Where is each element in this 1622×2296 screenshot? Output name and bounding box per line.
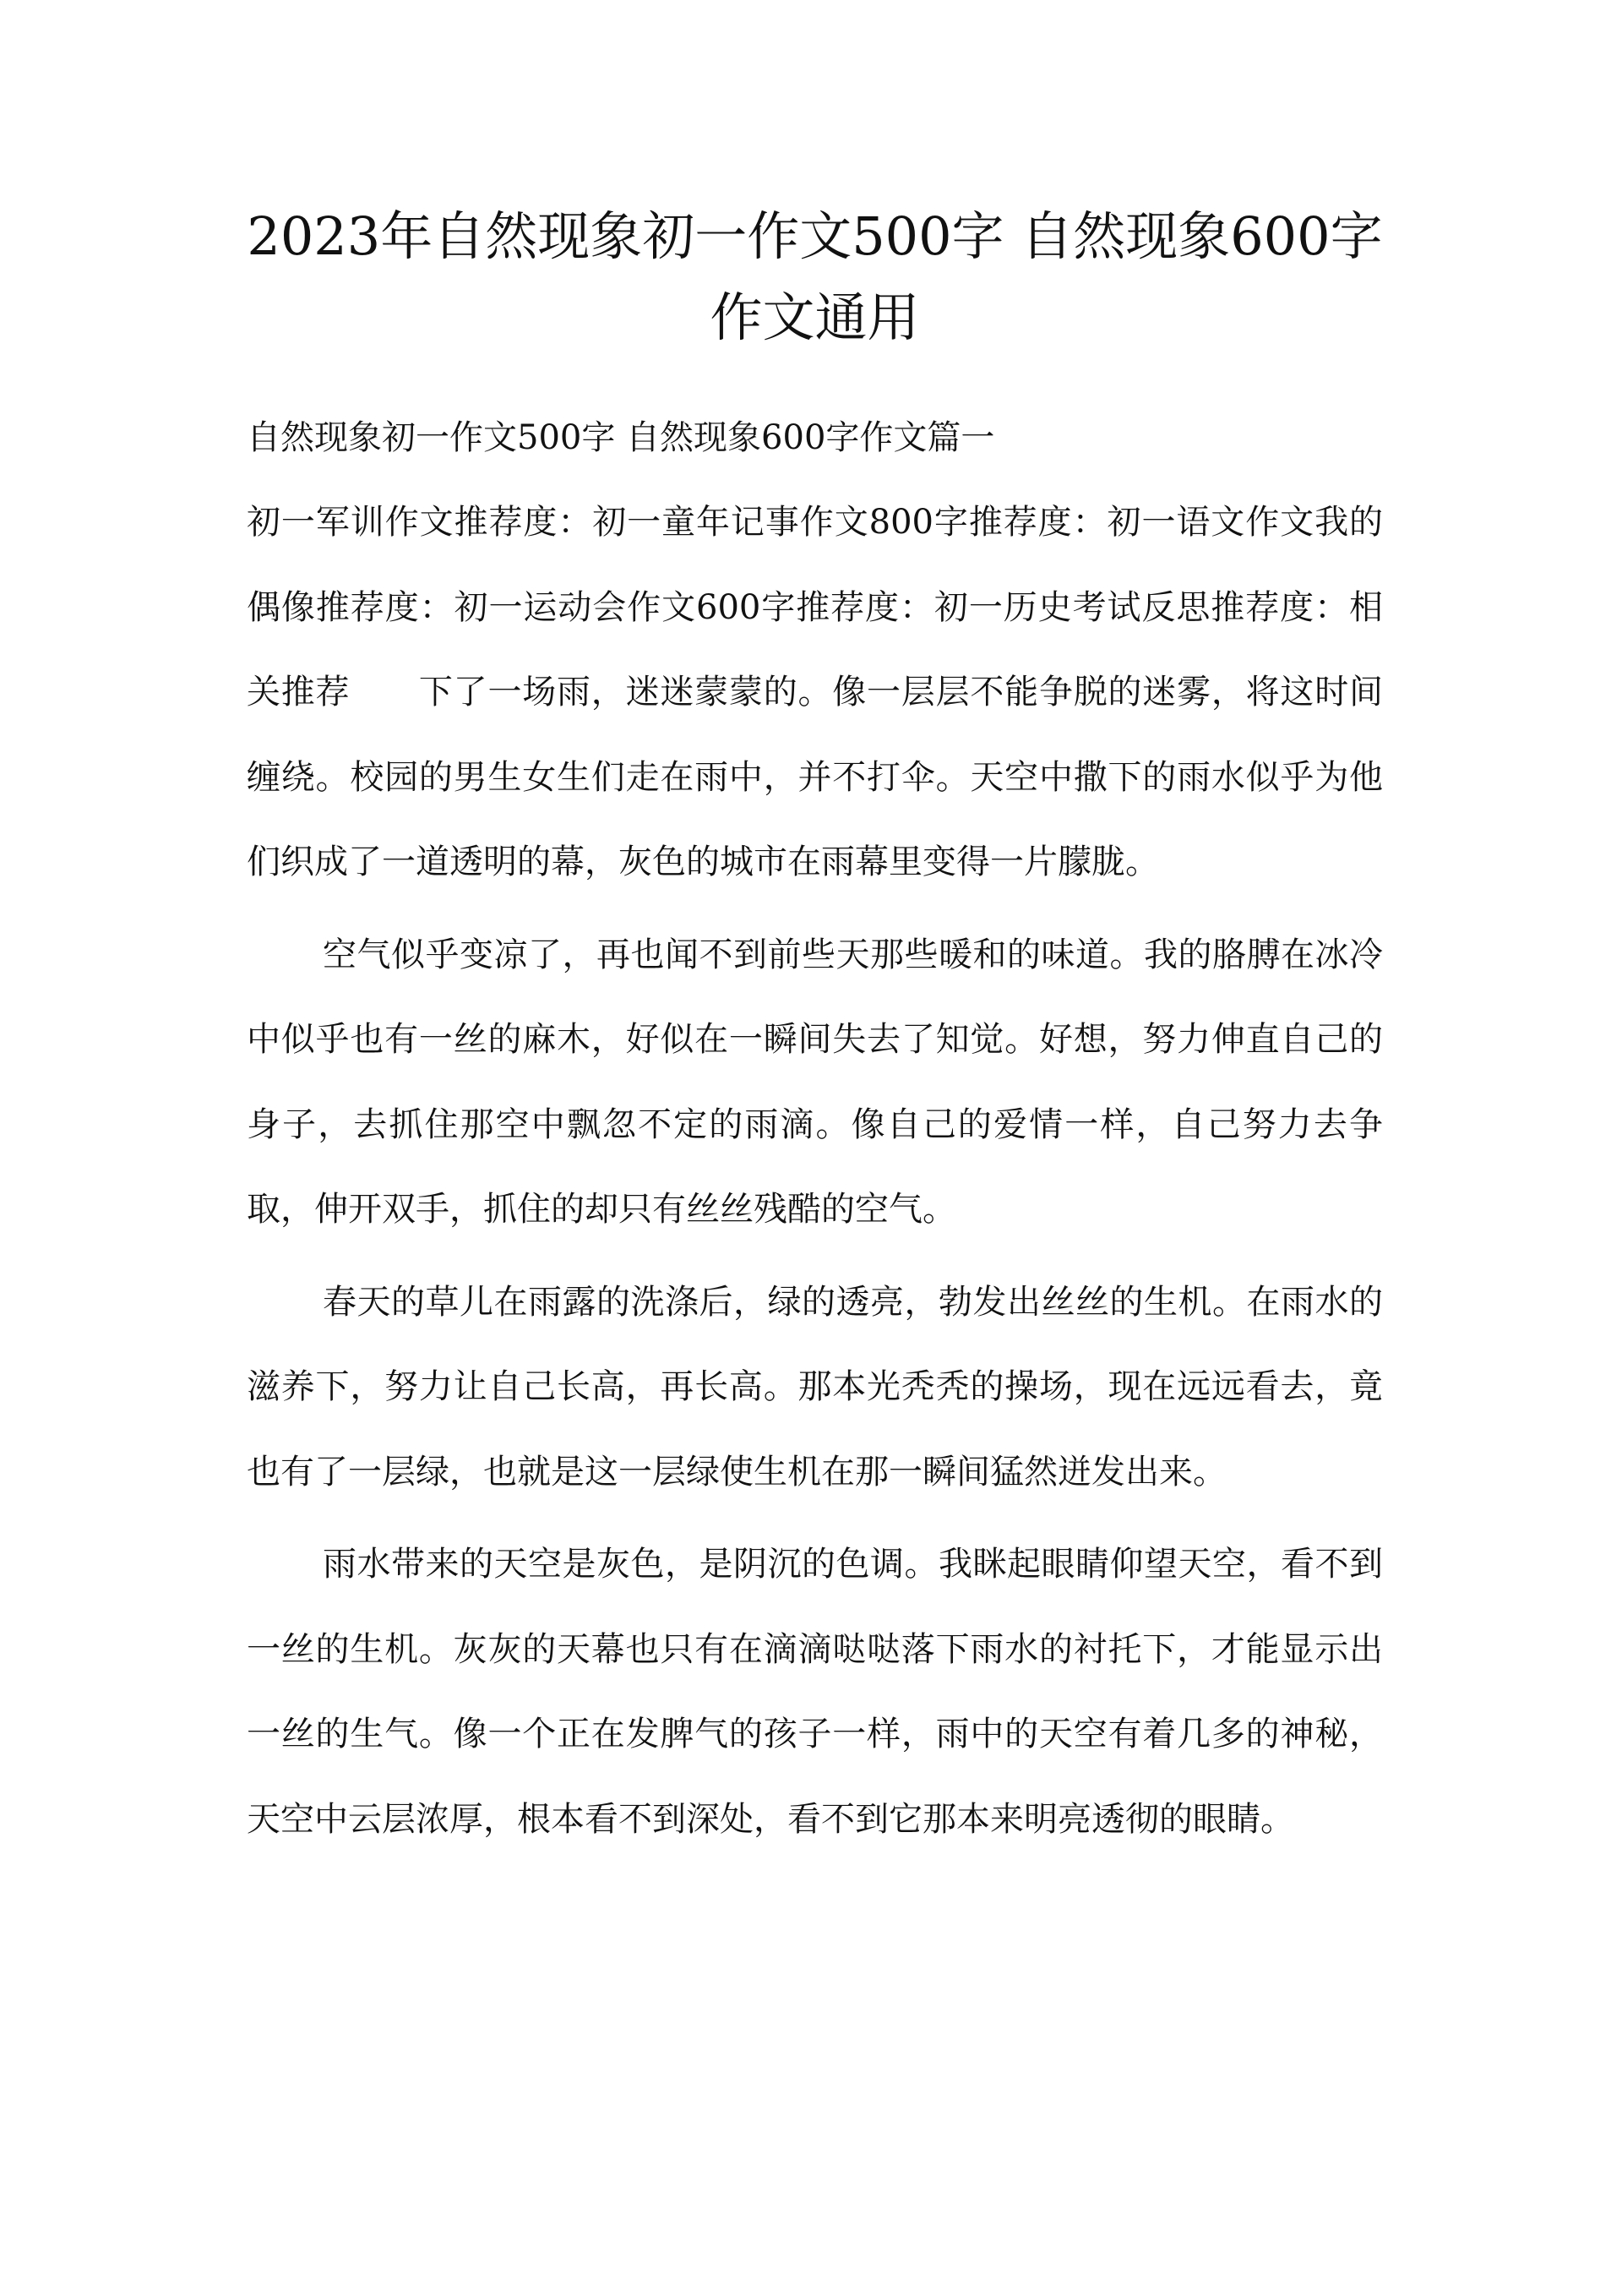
- document-page: [247, 196, 1383, 1862]
- paragraph-1: 初一军训作文推荐度：初一童年记事作文800字推荐度：初一语文作文我的偶像推荐度：初一运动会作文600字推荐度：初一历史考试反思推荐度：相关推荐 下了一场雨，迷迷蒙蒙的。像一层层不能争脱的迷雾，将这时间缠绕。校园的男生女生们走在雨中，并不打伞。天空中撒下的雨水似乎为他们织成了一道透明的幕，灰色的城市在雨幕里变得一片朦胧。: [247, 503, 1383, 881]
- section-heading: 自然现象初一作文500字 自然现象600字作文篇一: [247, 418, 995, 457]
- document-title: 2023年自然现象初一作文500字 自然现象600字作文通用: [247, 205, 1383, 348]
- paragraph-2: 空气似乎变凉了，再也闻不到前些天那些暖和的味道。我的胳膊在冰冷中似乎也有一丝的麻木，好似在一瞬间失去了知觉。好想，努力伸直自己的身子，去抓住那空中飘忽不定的雨滴。像自己的爱情一样，自己努力去争取，伸开双手，抓住的却只有丝丝残酷的空气。: [247, 935, 1383, 1229]
- paragraph-3: 春天的草儿在雨露的洗涤后，绿的透亮，勃发出丝丝的生机。在雨水的滋养下，努力让自己长高，再长高。那本光秃秃的操场，现在远远看去，竟也有了一层绿，也就是这一层绿使生机在那一瞬间猛然迸发出来。: [247, 1282, 1383, 1492]
- paragraph-4: 雨水带来的天空是灰色，是阴沉的色调。我眯起眼睛仰望天空，看不到一丝的生机。灰灰的天幕也只有在滴滴哒哒落下雨水的衬托下，才能显示出一丝的生气。像一个正在发脾气的孩子一样，雨中的天空有着几多的神秘，天空中云层浓厚，根本看不到深处，看不到它那本来明亮透彻的眼睛。: [247, 1545, 1383, 1839]
